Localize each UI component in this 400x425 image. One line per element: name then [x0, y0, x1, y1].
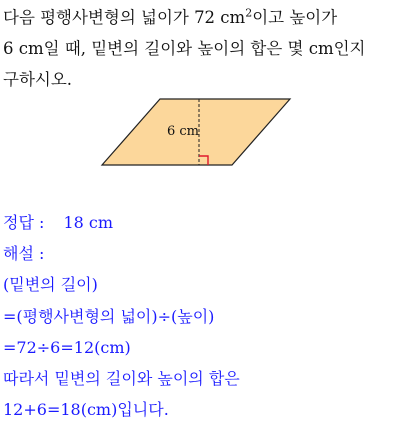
problem-text: [3, 2, 397, 95]
superscript-two: 2: [245, 6, 253, 20]
height-label: 6 cm: [167, 124, 200, 139]
answer-value: 18 cm: [63, 213, 114, 232]
problem-line3: 구하시오.: [3, 70, 73, 89]
explanation-line-3: =72÷6=12(cm): [3, 337, 131, 357]
explanation-line-2: =(평행사변형의 넓이)÷(높이): [3, 306, 215, 326]
problem-line1-b: 이고 높이가: [252, 8, 338, 27]
problem-line2: 6 cm일 때, 밑변의 길이와 높이의 합은 몇 cm인지: [3, 39, 366, 58]
parallelogram-figure: [0, 92, 400, 170]
problem-line1-a: 다음 평행사변형의 넓이가 72 cm: [3, 8, 246, 27]
answer-block: [3, 207, 397, 425]
answer-line: [3, 207, 397, 238]
explanation-line-1: (밑변의 길이): [3, 275, 98, 295]
explanation-label: 해설 :: [3, 244, 45, 264]
explanation-line-4: 따라서 밑변의 길이와 높이의 합은: [3, 368, 240, 388]
answer-label: 정답 :: [3, 213, 45, 232]
explanation-line-5: 12+6=18(cm)입니다.: [3, 400, 169, 420]
